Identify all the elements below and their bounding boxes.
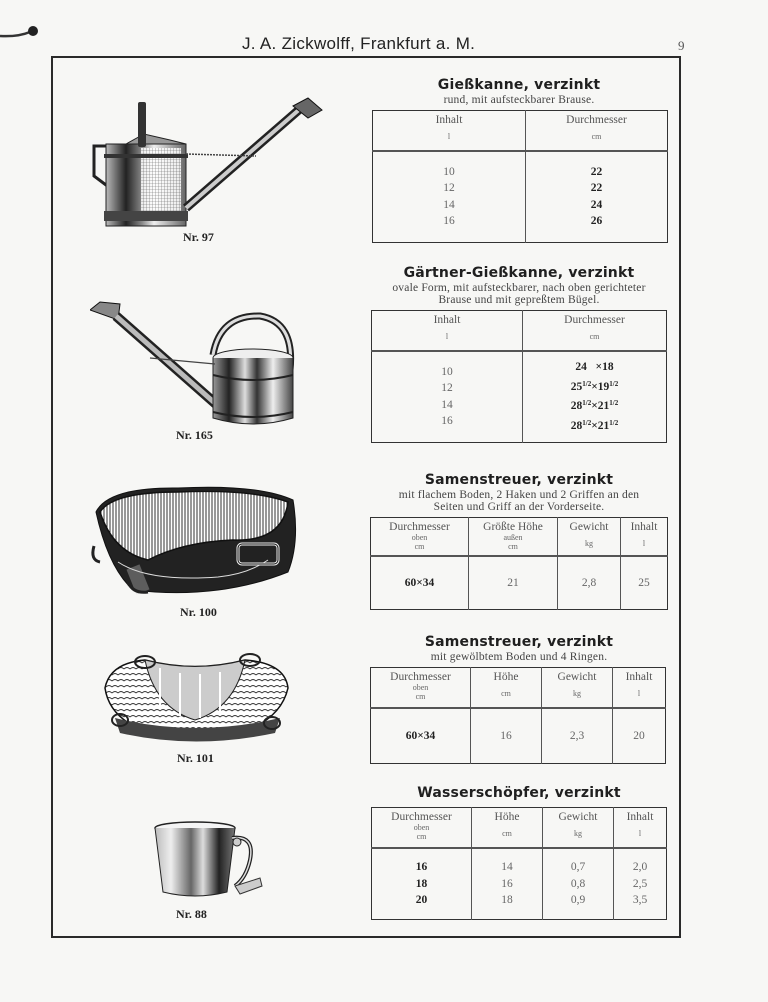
- section-description: rund, mit aufsteckbarer Brause.: [443, 94, 595, 106]
- oval-garden-watering-can-icon: [90, 300, 320, 430]
- table-cell: [523, 351, 667, 443]
- illustration-nr-101: [100, 648, 290, 765]
- column-header: Höhe cm: [471, 668, 542, 708]
- column-header: Gewicht kg: [558, 518, 621, 556]
- table-cell: 2,8: [558, 556, 621, 610]
- illustration-nr-100: [88, 482, 303, 619]
- column-header: Inhalt l: [372, 311, 523, 351]
- page-header: [0, 34, 768, 58]
- product-number: Nr. 97: [183, 230, 214, 244]
- table-cell: 0,7 0,8 0,9: [543, 848, 614, 920]
- column-header: Durchmesser oben cm: [372, 808, 472, 848]
- section-title: Gärtner-Gießkanne, verzinkt: [403, 265, 635, 281]
- section-title: Samenstreuer, verzinkt: [424, 472, 614, 488]
- table-cell: 60×34: [371, 556, 469, 610]
- column-header: Gewicht kg: [543, 808, 614, 848]
- section-description: mit flachem Boden, 2 Haken und 2 Griffen an den Seiten und Griff an der Vorderseite.: [398, 489, 640, 513]
- spec-table: [372, 110, 668, 243]
- table-cell: 10 12 14 16: [372, 351, 523, 443]
- section-wasserschoepfer: [364, 785, 674, 920]
- column-header: Inhalt l: [621, 518, 668, 556]
- section-description: mit gewölbtem Boden und 4 Ringen.: [430, 651, 608, 663]
- column-header: Höhe cm: [472, 808, 543, 848]
- spec-table: [371, 310, 667, 443]
- column-header: Durchmesser cm: [523, 311, 667, 351]
- table-cell: 2,0 2,5 3,5: [632, 861, 648, 906]
- product-number: Nr. 100: [180, 605, 217, 619]
- table-cell: 10 12 14 16: [373, 151, 526, 243]
- flat-bottom-seed-tray-icon: [88, 482, 303, 604]
- column-header: Inhalt l: [613, 668, 666, 708]
- table-cell: 16 18 20: [372, 848, 472, 920]
- product-number: Nr. 101: [177, 751, 214, 765]
- table-cell: 21: [469, 556, 558, 610]
- dimension-value: $25^{1/2}\times 19^{1/2}$: [570, 379, 619, 393]
- section-title: Samenstreuer, verzinkt: [424, 634, 614, 650]
- dimension-value: 24 ×18: [575, 361, 614, 374]
- product-number: Nr. 165: [176, 428, 213, 442]
- section-title: Wasserschöpfer, verzinkt: [417, 785, 621, 801]
- round-watering-can-icon: [86, 96, 326, 231]
- table-cell: 20: [633, 729, 645, 742]
- column-header: Durchmesser cm: [526, 111, 668, 151]
- column-header: Größte Höhe außen cm: [469, 518, 558, 556]
- column-header: Inhalt l: [373, 111, 526, 151]
- illustration-nr-88: [150, 820, 265, 921]
- section-giesskanne: [364, 77, 674, 243]
- section-samenstreuer-flach: [364, 472, 674, 610]
- section-samenstreuer-gewoelbt: [364, 634, 674, 764]
- spec-table: [370, 517, 668, 610]
- table-cell: 22 22 24 26: [590, 165, 603, 228]
- table-cell: 25: [638, 576, 650, 589]
- spec-table: [371, 807, 667, 920]
- table-cell: 2,3: [542, 708, 613, 764]
- water-scoop-icon: [150, 820, 265, 900]
- table-cell: 60×34: [371, 708, 471, 764]
- column-header: Durchmesser oben cm: [371, 668, 471, 708]
- column-header: Gewicht kg: [542, 668, 613, 708]
- illustration-nr-165: [90, 300, 320, 442]
- column-header: Durchmesser oben cm: [371, 518, 469, 556]
- column-header: Inhalt l: [614, 808, 667, 848]
- page-number: 9: [678, 38, 685, 53]
- domed-seed-tray-with-rings-icon: [100, 648, 290, 748]
- illustration-nr-97: [86, 96, 326, 244]
- section-description: ovale Form, mit aufsteckbarer, nach oben gerichteter Brause und mit gepreßtem Bügel.: [392, 282, 646, 306]
- spec-table: [370, 667, 666, 764]
- publisher-title: J. A. Zickwolff, Frankfurt a. M.: [242, 34, 476, 53]
- product-number: Nr. 88: [176, 907, 207, 921]
- dimension-value: $28^{1/2}\times 21^{1/2}$: [570, 418, 619, 432]
- section-title: Gießkanne, verzinkt: [437, 77, 601, 93]
- dimension-value: $28^{1/2}\times 21^{1/2}$: [570, 399, 619, 413]
- table-cell: 16: [471, 708, 542, 764]
- table-cell: 14 16 18: [472, 848, 543, 920]
- section-gaertner-giesskanne: [364, 265, 674, 443]
